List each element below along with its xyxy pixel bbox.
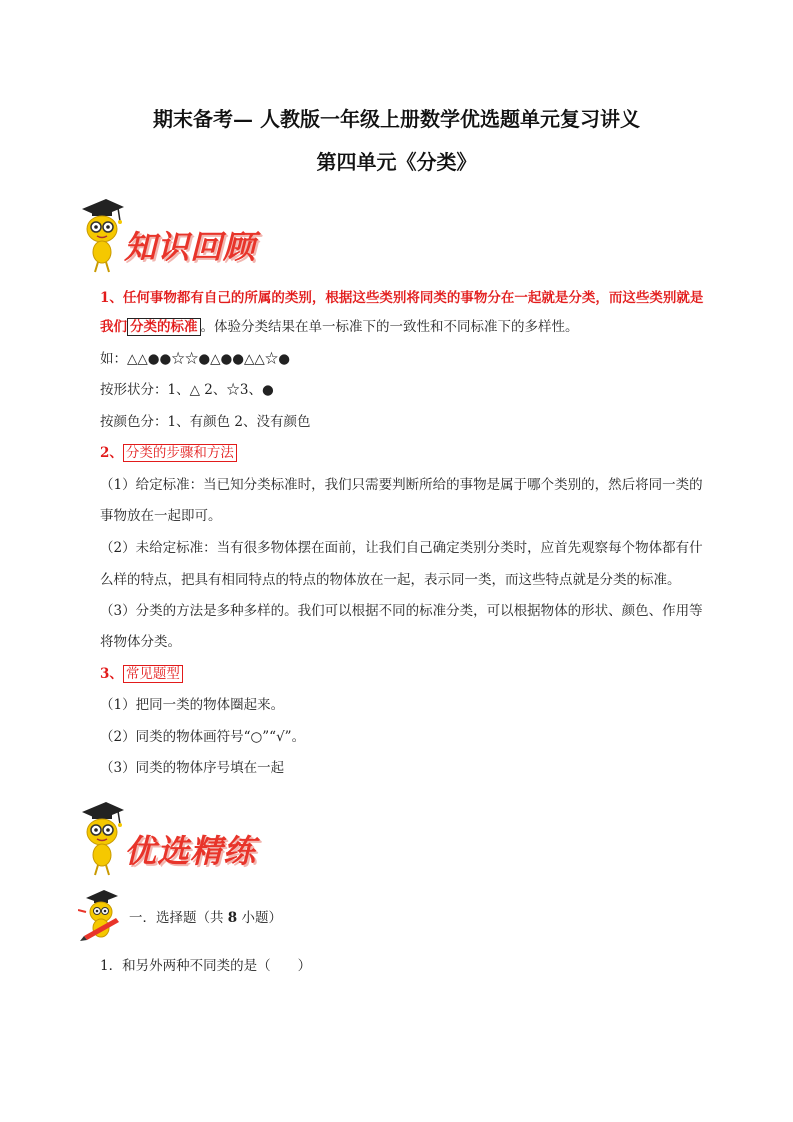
graduate-mascot-icon [78,888,128,944]
part-heading [129,906,282,926]
document-subtitle: 第四单元《分类》 [316,150,477,174]
graduate-mascot-icon [78,798,126,878]
item1-line2-prefix: 我们 [100,319,127,335]
item3-p2: （2）同类的物体画符号“○”“√”。 [100,729,306,745]
document-title: 期末备考— 人教版一年级上册数学优选题单元复习讲义 [153,107,640,131]
item2-number: 2、 [100,445,123,461]
item2-p1-line1: （1）给定标准：当已知分类标准时，我们只需要判断所给的事物是属于哪个类别的，然后将同一类的 [100,477,703,493]
by-shape-text: 按形状分：1、△ 2、☆3、● [100,382,274,398]
item2-p3-line1: （3）分类的方法是多种多样的。我们可以根据不同的标准分类，可以根据物体的形状、颜色、作用等 [100,603,703,619]
banner-knowledge-review: 知识回顾 [124,228,257,266]
part-heading-count: 8 [227,910,238,926]
item2-heading [100,444,237,462]
by-color-text: 按颜色分：1、有颜色 2、没有颜色 [100,414,311,430]
item3-number: 3、 [100,666,123,682]
banner-selected-practice: 优选精练 [124,832,257,870]
item1-text: 1、任何事物都有自己的所属的类别，根据这些类别将同类的事物分在一起就是分类，而这些类别就是 [100,290,704,306]
common-question-types-box: 常见题型 [123,665,183,683]
item2-p1-line2: 事物放在一起即可。 [100,508,222,524]
graduate-mascot-icon [78,195,126,275]
part-heading-suffix: 小题） [241,910,282,926]
item2-p2-line2: 么样的特点，把具有相同特点的特点的物体放在一起，表示同一类，而这些特点就是分类的标准。 [100,572,681,588]
item2-p2-line1: （2）未给定标准：当有很多物体摆在面前，让我们自己确定类别分类时，应首先观察每个物体都有什 [100,540,703,556]
item3-p3: （3）同类的物体序号填在一起 [100,760,285,776]
question-1: 1．和另外两种不同类的是（ ） [100,958,312,974]
item3-heading [100,665,183,683]
part-heading-prefix: 一．选择题（共 [129,910,224,926]
item3-p1: （1）把同一类的物体圈起来。 [100,697,285,713]
item2-p3-line2: 将物体分类。 [100,634,181,650]
item1-line2 [100,318,579,336]
item1-line2-rest: 。体验分类结果在单一标准下的一致性和不同标准下的多样性。 [200,319,579,335]
steps-methods-box: 分类的步骤和方法 [123,444,237,462]
classification-standard-box: 分类的标准 [127,318,201,336]
example-shapes: 如：△△●●☆☆●△●●△△☆● [100,351,291,367]
